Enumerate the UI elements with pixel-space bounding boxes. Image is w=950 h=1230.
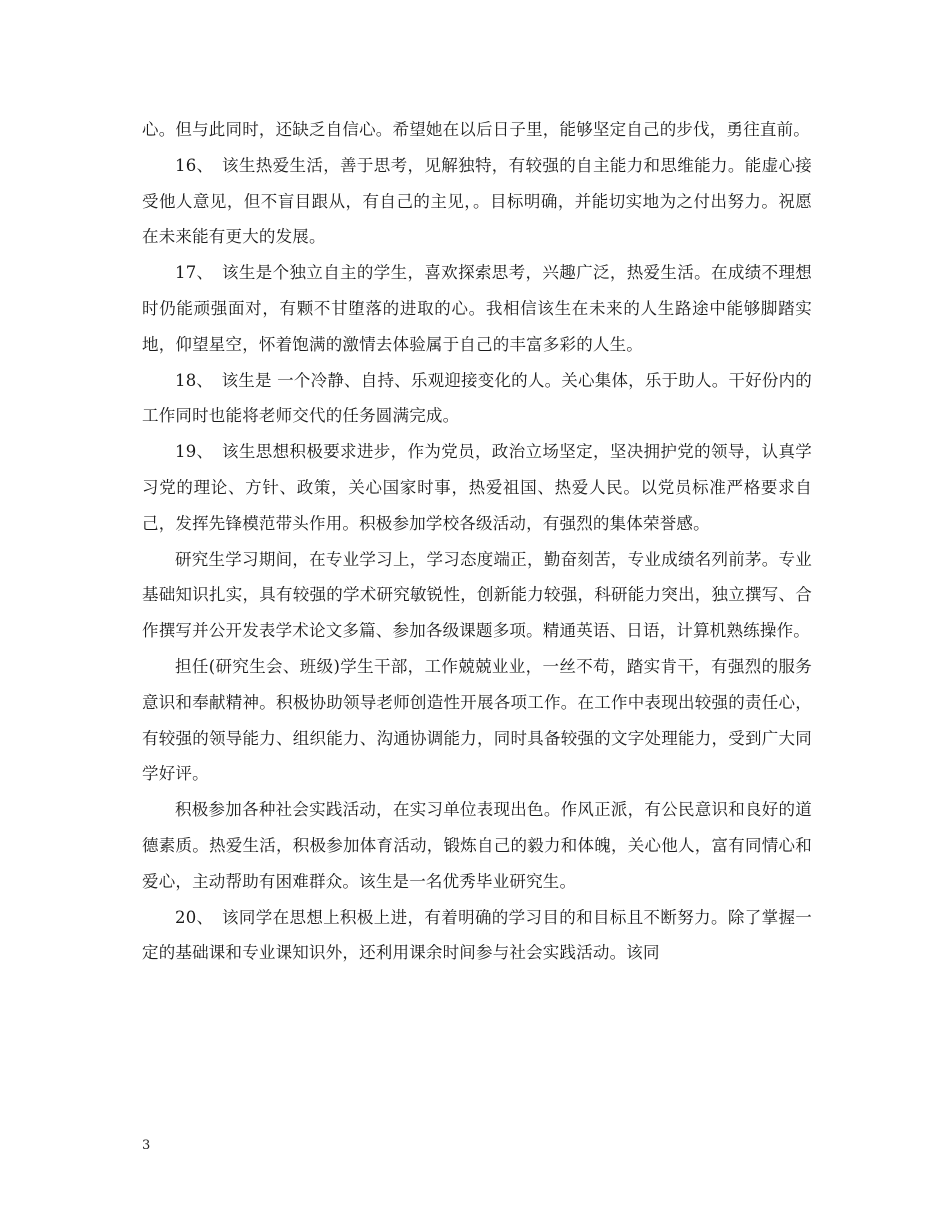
page-number: 3 xyxy=(142,1138,151,1153)
paragraph-study: 研究生学习期间，在专业学习上，学习态度端正，勤奋刻苦，专业成绩名列前茅。专业基础知识扎实，具有较强的学术研究敏锐性，创新能力较强，科研能力突出，独立撰写、合作撰写并公开发表学术论文多篇、参加各级课题多项。精通英语、日语，计算机熟练操作。 xyxy=(142,549,812,641)
paragraph-item-16: 16、 该生热爱生活，善于思考，见解独特，有较强的自主能力和思维能力。能虚心接受他人意见，但不盲目跟从，有自己的主见，。目标明确，并能切实地为之付出努力。祝愿在未来能有更大的发展。 xyxy=(142,155,812,247)
document-body xyxy=(142,112,812,971)
paragraph-practice: 积极参加各种社会实践活动，在实习单位表现出色。作风正派，有公民意识和良好的道德素质。热爱生活，积极参加体育活动，锻炼自己的毅力和体魄，关心他人，富有同情心和爱心，主动帮助有困难群众。该生是一名优秀毕业研究生。 xyxy=(142,800,812,891)
paragraph-continuation: 心。但与此同时，还缺乏自信心。希望她在以后日子里，能够坚定自己的步伐，勇往直前。 xyxy=(142,120,810,139)
paragraph-item-18: 18、 该生是 一个冷静、自持、乐观迎接变化的人。关心集体，乐于助人。干好份内的工作同时也能将老师交代的任务圆满完成。 xyxy=(142,370,812,426)
paragraph-cadre: 担任(研究生会、班级)学生干部，工作兢兢业业，一丝不苟，踏实肯干，有强烈的服务意识和奉献精神。积极协助领导老师创造性开展各项工作。在工作中表现出较强的责任心，有较强的领导能力、组织能力、沟通协调能力，同时具备较强的文字处理能力，受到广大同学好评。 xyxy=(142,656,812,784)
paragraph-item-20: 20、 该同学在思想上积极上进，有着明确的学习目的和目标且不断努力。除了掌握一定的基础课和专业课知识外，还利用课余时间参与社会实践活动。该同 xyxy=(142,907,812,963)
paragraph-item-19: 19、 该生思想积极要求进步，作为党员，政治立场坚定，坚决拥护党的领导，认真学习党的理论、方针、政策，关心国家时事，热爱祖国、热爱人民。以党员标准严格要求自己，发挥先锋模范带头作用。积极参加学校各级活动，有强烈的集体荣誉感。 xyxy=(142,442,812,533)
paragraph-item-17: 17、 该生是个独立自主的学生，喜欢探索思考，兴趣广泛，热爱生活。在成绩不理想时仍能顽强面对，有颗不甘堕落的进取的心。我相信该生在未来的人生路途中能够脚踏实地，仰望星空，怀着饱满的激情去体验属于自己的丰富多彩的人生。 xyxy=(142,263,812,354)
